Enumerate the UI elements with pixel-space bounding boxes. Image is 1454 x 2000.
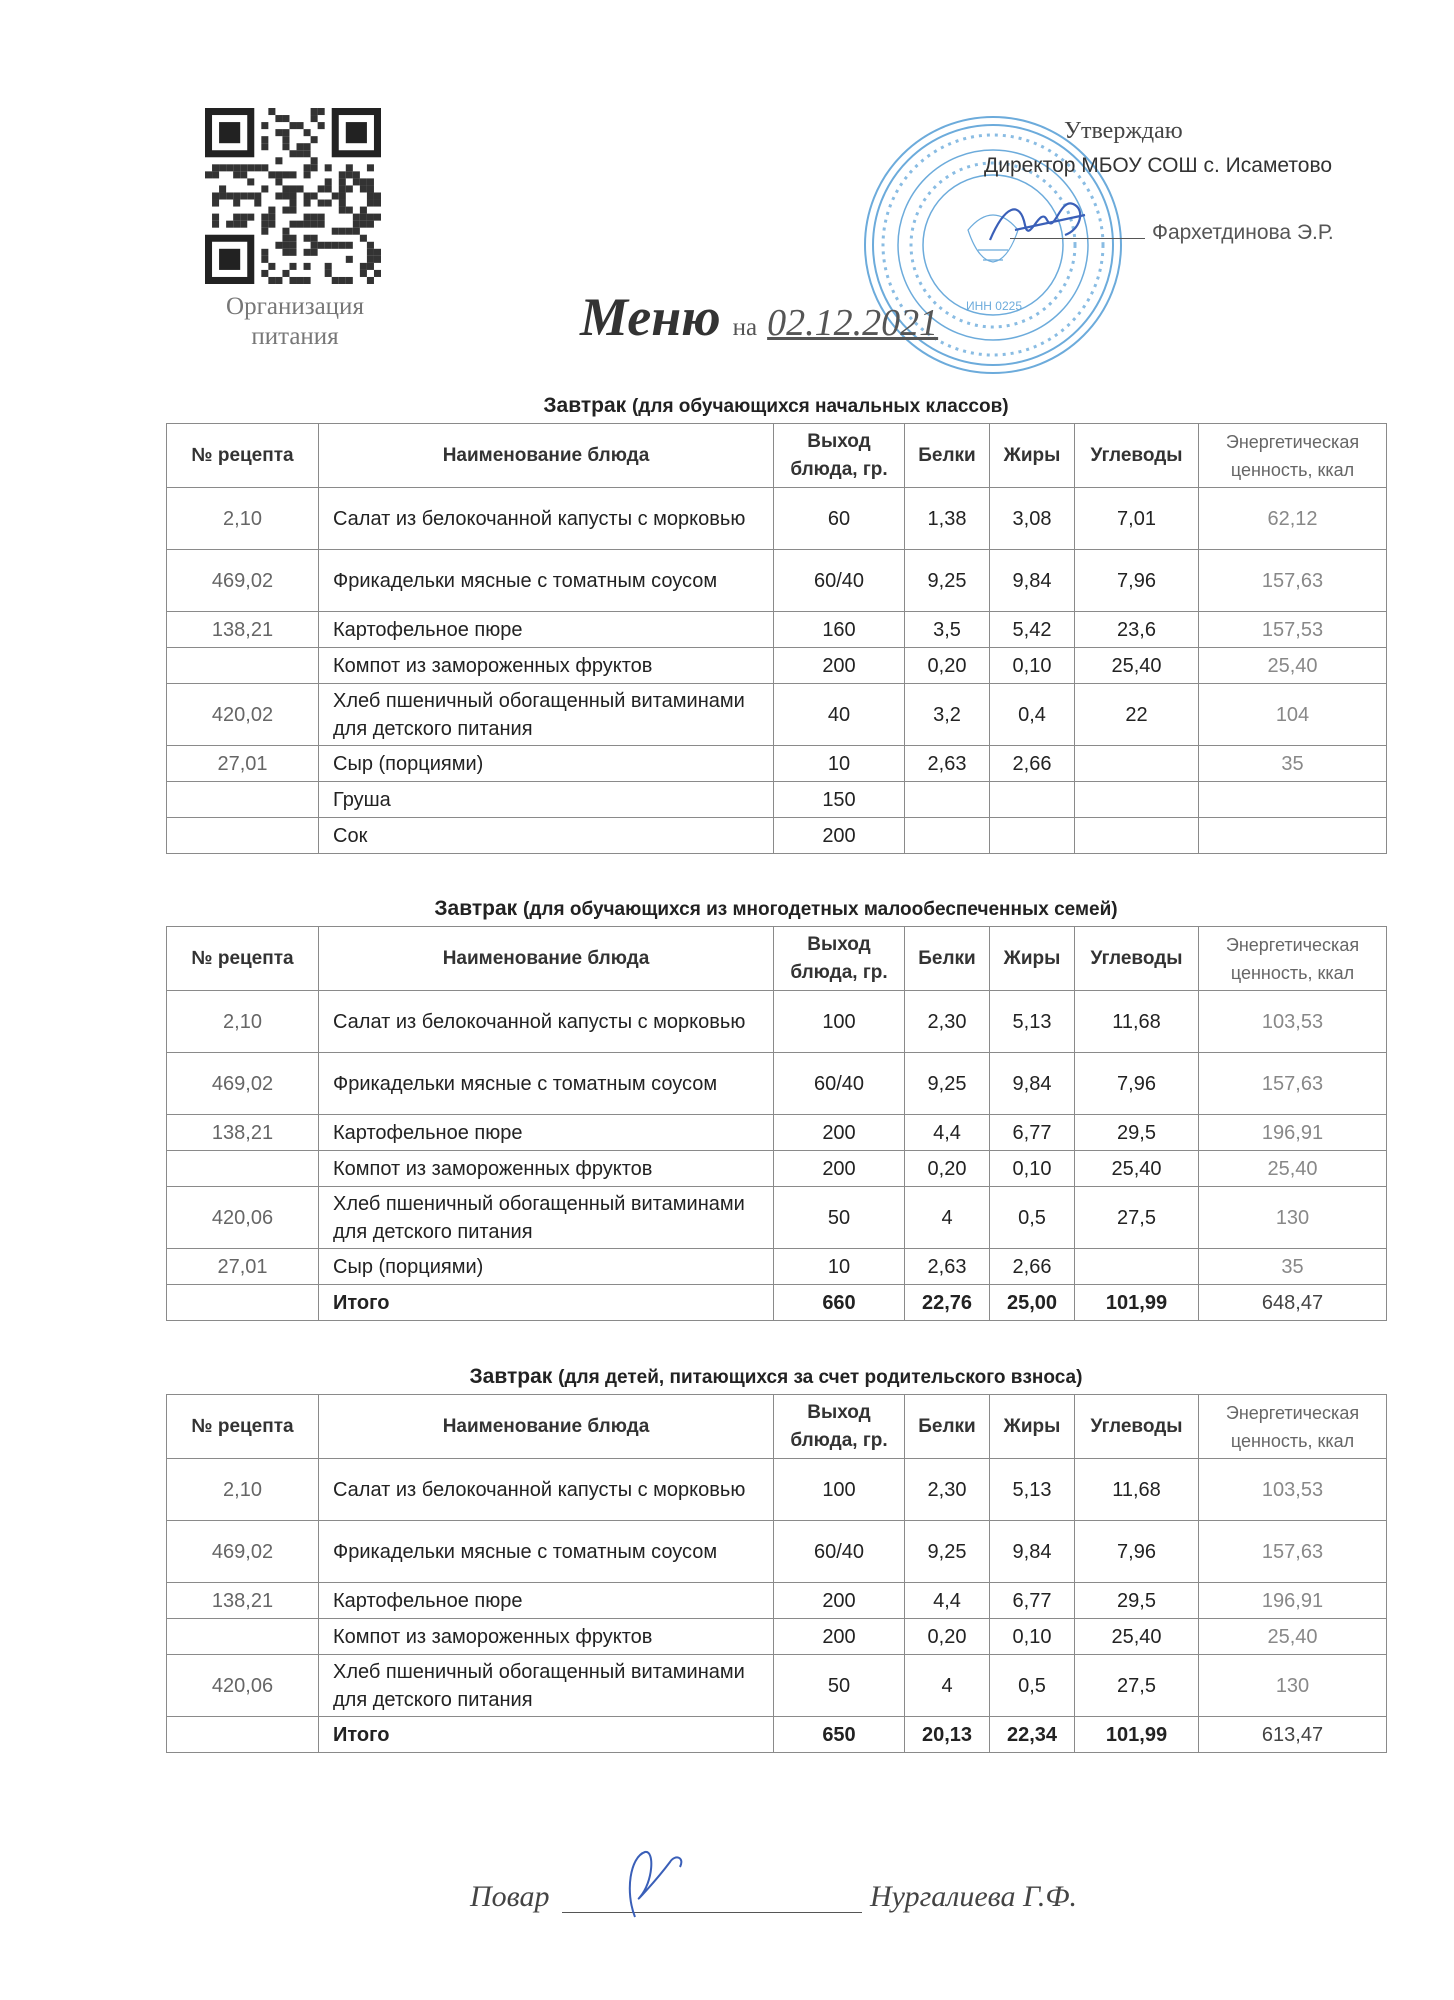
dish-name-cell: Груша (319, 782, 774, 818)
fat-cell: 0,5 (990, 1187, 1075, 1249)
dish-name-cell: Итого (319, 1285, 774, 1321)
fat-cell: 25,00 (990, 1285, 1075, 1321)
table-row (167, 818, 1387, 854)
table-row (167, 1115, 1387, 1151)
table-row (167, 488, 1387, 550)
column-header: Углеводы (1075, 1395, 1199, 1459)
protein-cell: 1,38 (905, 488, 990, 550)
column-header: Белки (905, 1395, 990, 1459)
recipe-number-cell: 469,02 (167, 1053, 319, 1115)
energy-cell: 35 (1199, 1249, 1387, 1285)
protein-cell: 9,25 (905, 1521, 990, 1583)
fat-cell: 0,5 (990, 1655, 1075, 1717)
recipe-number-cell: 2,10 (167, 991, 319, 1053)
dish-name-cell: Сок (319, 818, 774, 854)
table-row (167, 1053, 1387, 1115)
energy-cell: 130 (1199, 1187, 1387, 1249)
energy-cell: 157,63 (1199, 1521, 1387, 1583)
portion-cell: 50 (774, 1187, 905, 1249)
recipe-number-cell (167, 1151, 319, 1187)
fat-cell: 5,13 (990, 1459, 1075, 1521)
column-header: Энергетическая ценность, ккал (1199, 927, 1387, 991)
energy-cell: 25,40 (1199, 648, 1387, 684)
dish-name-cell: Компот из замороженных фруктов (319, 1619, 774, 1655)
portion-cell: 200 (774, 1115, 905, 1151)
carbs-cell: 7,96 (1075, 550, 1199, 612)
portion-cell: 200 (774, 648, 905, 684)
protein-cell: 0,20 (905, 1151, 990, 1187)
column-header: Углеводы (1075, 424, 1199, 488)
section-2-title (166, 897, 1386, 921)
table-row (167, 1249, 1387, 1285)
column-header: Наименование блюда (319, 1395, 774, 1459)
dish-name-cell: Салат из белокочанной капусты с морковью (319, 991, 774, 1053)
carbs-cell (1075, 782, 1199, 818)
column-header: № рецепта (167, 927, 319, 991)
energy-cell (1199, 818, 1387, 854)
recipe-number-cell: 420,06 (167, 1655, 319, 1717)
portion-cell: 100 (774, 1459, 905, 1521)
protein-cell: 20,13 (905, 1717, 990, 1753)
table-row (167, 1521, 1387, 1583)
title-main: Меню (580, 287, 721, 347)
qr-code (205, 108, 381, 284)
recipe-number-cell: 420,02 (167, 684, 319, 746)
section-1-subtitle: (для обучающихся начальных классов) (631, 396, 1009, 417)
protein-cell: 0,20 (905, 1619, 990, 1655)
energy-cell: 35 (1199, 746, 1387, 782)
menu-table-3 (166, 1394, 1387, 1753)
recipe-number-cell: 138,21 (167, 1115, 319, 1151)
dish-name-cell: Фрикадельки мясные с томатным соусом (319, 1053, 774, 1115)
protein-cell: 4 (905, 1187, 990, 1249)
recipe-number-cell (167, 782, 319, 818)
qr-caption-line-2: питания (251, 323, 339, 350)
section-2-subtitle: (для обучающихся из многодетных малообеспеченных семей) (523, 899, 1118, 920)
portion-cell: 60 (774, 488, 905, 550)
column-header: № рецепта (167, 1395, 319, 1459)
fat-cell: 9,84 (990, 1521, 1075, 1583)
recipe-number-cell: 2,10 (167, 1459, 319, 1521)
recipe-number-cell (167, 1619, 319, 1655)
fat-cell: 0,10 (990, 1151, 1075, 1187)
carbs-cell: 27,5 (1075, 1187, 1199, 1249)
energy-cell: 157,53 (1199, 612, 1387, 648)
page-title (580, 286, 938, 348)
energy-cell: 104 (1199, 684, 1387, 746)
protein-cell: 4,4 (905, 1583, 990, 1619)
recipe-number-cell (167, 1285, 319, 1321)
fat-cell: 2,66 (990, 746, 1075, 782)
column-header: Энергетическая ценность, ккал (1199, 424, 1387, 488)
dish-name-cell: Сыр (порциями) (319, 1249, 774, 1285)
column-header: Белки (905, 927, 990, 991)
column-header: Выход блюда, гр. (774, 1395, 905, 1459)
section-2-heading: Завтрак (434, 897, 518, 920)
protein-cell: 2,63 (905, 1249, 990, 1285)
portion-cell: 660 (774, 1285, 905, 1321)
carbs-cell: 101,99 (1075, 1717, 1199, 1753)
dish-name-cell: Сыр (порциями) (319, 746, 774, 782)
table-header-row (167, 1395, 1387, 1459)
table-row (167, 1187, 1387, 1249)
table-row (167, 1583, 1387, 1619)
protein-cell: 4,4 (905, 1115, 990, 1151)
energy-cell: 157,63 (1199, 1053, 1387, 1115)
column-header: Наименование блюда (319, 927, 774, 991)
protein-cell (905, 818, 990, 854)
recipe-number-cell: 469,02 (167, 1521, 319, 1583)
portion-cell: 200 (774, 1583, 905, 1619)
carbs-cell (1075, 1249, 1199, 1285)
carbs-cell (1075, 818, 1199, 854)
recipe-number-cell: 27,01 (167, 1249, 319, 1285)
table-header-row (167, 927, 1387, 991)
carbs-cell: 23,6 (1075, 612, 1199, 648)
dish-name-cell: Картофельное пюре (319, 1583, 774, 1619)
carbs-cell: 7,96 (1075, 1521, 1199, 1583)
fat-cell: 9,84 (990, 1053, 1075, 1115)
protein-cell: 2,63 (905, 746, 990, 782)
recipe-number-cell: 138,21 (167, 612, 319, 648)
dish-name-cell: Хлеб пшеничный обогащенный витаминами для детского питания (319, 684, 774, 746)
protein-cell: 2,30 (905, 1459, 990, 1521)
fat-cell: 0,10 (990, 648, 1075, 684)
carbs-cell: 11,68 (1075, 1459, 1199, 1521)
column-header: Жиры (990, 1395, 1075, 1459)
recipe-number-cell: 420,06 (167, 1187, 319, 1249)
portion-cell: 100 (774, 991, 905, 1053)
carbs-cell: 25,40 (1075, 1619, 1199, 1655)
dish-name-cell: Компот из замороженных фруктов (319, 648, 774, 684)
column-header: Выход блюда, гр. (774, 927, 905, 991)
column-header: Углеводы (1075, 927, 1199, 991)
portion-cell: 60/40 (774, 1521, 905, 1583)
recipe-number-cell (167, 1717, 319, 1753)
portion-cell: 10 (774, 1249, 905, 1285)
recipe-number-cell: 2,10 (167, 488, 319, 550)
table-row (167, 782, 1387, 818)
table-row (167, 1459, 1387, 1521)
recipe-number-cell (167, 818, 319, 854)
protein-cell: 22,76 (905, 1285, 990, 1321)
table-row (167, 991, 1387, 1053)
energy-cell: 196,91 (1199, 1115, 1387, 1151)
section-3-title (166, 1365, 1386, 1389)
title-date: 02.12.2021 (767, 302, 939, 344)
energy-cell: 25,40 (1199, 1619, 1387, 1655)
carbs-cell: 29,5 (1075, 1115, 1199, 1151)
dish-name-cell: Картофельное пюре (319, 612, 774, 648)
dish-name-cell: Хлеб пшеничный обогащенный витаминами для детского питания (319, 1655, 774, 1717)
qr-caption-line-1: Организация (226, 293, 364, 320)
protein-cell: 0,20 (905, 648, 990, 684)
portion-cell: 60/40 (774, 1053, 905, 1115)
table-row (167, 612, 1387, 648)
column-header: № рецепта (167, 424, 319, 488)
director-signature (985, 185, 1095, 260)
dish-name-cell: Фрикадельки мясные с томатным соусом (319, 1521, 774, 1583)
portion-cell: 200 (774, 818, 905, 854)
energy-cell: 648,47 (1199, 1285, 1387, 1321)
table-row (167, 550, 1387, 612)
table-row (167, 684, 1387, 746)
column-header: Белки (905, 424, 990, 488)
approve-label: Утверждаю (1064, 118, 1183, 144)
dish-name-cell: Фрикадельки мясные с томатным соусом (319, 550, 774, 612)
cook-signature (595, 1842, 695, 1922)
energy-cell (1199, 782, 1387, 818)
table-header-row (167, 424, 1387, 488)
fat-cell: 9,84 (990, 550, 1075, 612)
fat-cell: 3,08 (990, 488, 1075, 550)
recipe-number-cell (167, 648, 319, 684)
carbs-cell: 7,96 (1075, 1053, 1199, 1115)
fat-cell: 5,13 (990, 991, 1075, 1053)
table-row (167, 1151, 1387, 1187)
portion-cell: 40 (774, 684, 905, 746)
carbs-cell: 27,5 (1075, 1655, 1199, 1717)
section-3-heading: Завтрак (469, 1365, 553, 1388)
carbs-cell: 25,40 (1075, 648, 1199, 684)
dish-name-cell: Салат из белокочанной капусты с морковью (319, 1459, 774, 1521)
cook-role: Повар (470, 1880, 550, 1913)
protein-cell: 9,25 (905, 1053, 990, 1115)
carbs-cell: 7,01 (1075, 488, 1199, 550)
column-header: Выход блюда, гр. (774, 424, 905, 488)
carbs-cell: 29,5 (1075, 1583, 1199, 1619)
protein-cell: 3,5 (905, 612, 990, 648)
protein-cell: 2,30 (905, 991, 990, 1053)
carbs-cell: 11,68 (1075, 991, 1199, 1053)
energy-cell: 157,63 (1199, 550, 1387, 612)
column-header: Наименование блюда (319, 424, 774, 488)
recipe-number-cell: 138,21 (167, 1583, 319, 1619)
fat-cell: 2,66 (990, 1249, 1075, 1285)
energy-cell: 613,47 (1199, 1717, 1387, 1753)
table-row (167, 1619, 1387, 1655)
carbs-cell (1075, 746, 1199, 782)
dish-name-cell: Компот из замороженных фруктов (319, 1151, 774, 1187)
section-1-title (166, 394, 1386, 418)
recipe-number-cell: 27,01 (167, 746, 319, 782)
energy-cell: 196,91 (1199, 1583, 1387, 1619)
column-header: Жиры (990, 927, 1075, 991)
fat-cell: 5,42 (990, 612, 1075, 648)
fat-cell: 22,34 (990, 1717, 1075, 1753)
dish-name-cell: Картофельное пюре (319, 1115, 774, 1151)
table-row (167, 648, 1387, 684)
protein-cell: 3,2 (905, 684, 990, 746)
protein-cell: 9,25 (905, 550, 990, 612)
section-1-heading: Завтрак (543, 394, 627, 417)
table-row (167, 746, 1387, 782)
carbs-cell: 22 (1075, 684, 1199, 746)
portion-cell: 60/40 (774, 550, 905, 612)
fat-cell (990, 818, 1075, 854)
approve-position: Директор МБОУ СОШ с. Исаметово (984, 154, 1333, 177)
protein-cell: 4 (905, 1655, 990, 1717)
column-header: Энергетическая ценность, ккал (1199, 1395, 1387, 1459)
dish-name-cell: Итого (319, 1717, 774, 1753)
column-header: Жиры (990, 424, 1075, 488)
energy-cell: 62,12 (1199, 488, 1387, 550)
carbs-cell: 25,40 (1075, 1151, 1199, 1187)
carbs-cell: 101,99 (1075, 1285, 1199, 1321)
portion-cell: 650 (774, 1717, 905, 1753)
portion-cell: 200 (774, 1151, 905, 1187)
table-row (167, 1655, 1387, 1717)
fat-cell: 0,10 (990, 1619, 1075, 1655)
protein-cell (905, 782, 990, 818)
cook-signature-block (470, 1880, 1110, 1920)
total-row (167, 1717, 1387, 1753)
portion-cell: 50 (774, 1655, 905, 1717)
energy-cell: 103,53 (1199, 1459, 1387, 1521)
approve-name: Фархетдинова Э.Р. (1152, 221, 1334, 244)
energy-cell: 103,53 (1199, 991, 1387, 1053)
energy-cell: 130 (1199, 1655, 1387, 1717)
portion-cell: 200 (774, 1619, 905, 1655)
portion-cell: 150 (774, 782, 905, 818)
fat-cell (990, 782, 1075, 818)
dish-name-cell: Салат из белокочанной капусты с морковью (319, 488, 774, 550)
menu-table-2 (166, 926, 1387, 1321)
cook-name: Нургалиева Г.Ф. (870, 1880, 1077, 1913)
fat-cell: 0,4 (990, 684, 1075, 746)
seal-inn-text: ИНН 0225 (966, 299, 1022, 313)
fat-cell: 6,77 (990, 1115, 1075, 1151)
qr-caption (200, 292, 390, 352)
total-row (167, 1285, 1387, 1321)
dish-name-cell: Хлеб пшеничный обогащенный витаминами для детского питания (319, 1187, 774, 1249)
section-3-subtitle: (для детей, питающихся за счет родительского взноса) (558, 1367, 1083, 1388)
recipe-number-cell: 469,02 (167, 550, 319, 612)
menu-table-1 (166, 423, 1387, 854)
title-prefix: на (732, 314, 758, 341)
portion-cell: 10 (774, 746, 905, 782)
fat-cell: 6,77 (990, 1583, 1075, 1619)
energy-cell: 25,40 (1199, 1151, 1387, 1187)
portion-cell: 160 (774, 612, 905, 648)
